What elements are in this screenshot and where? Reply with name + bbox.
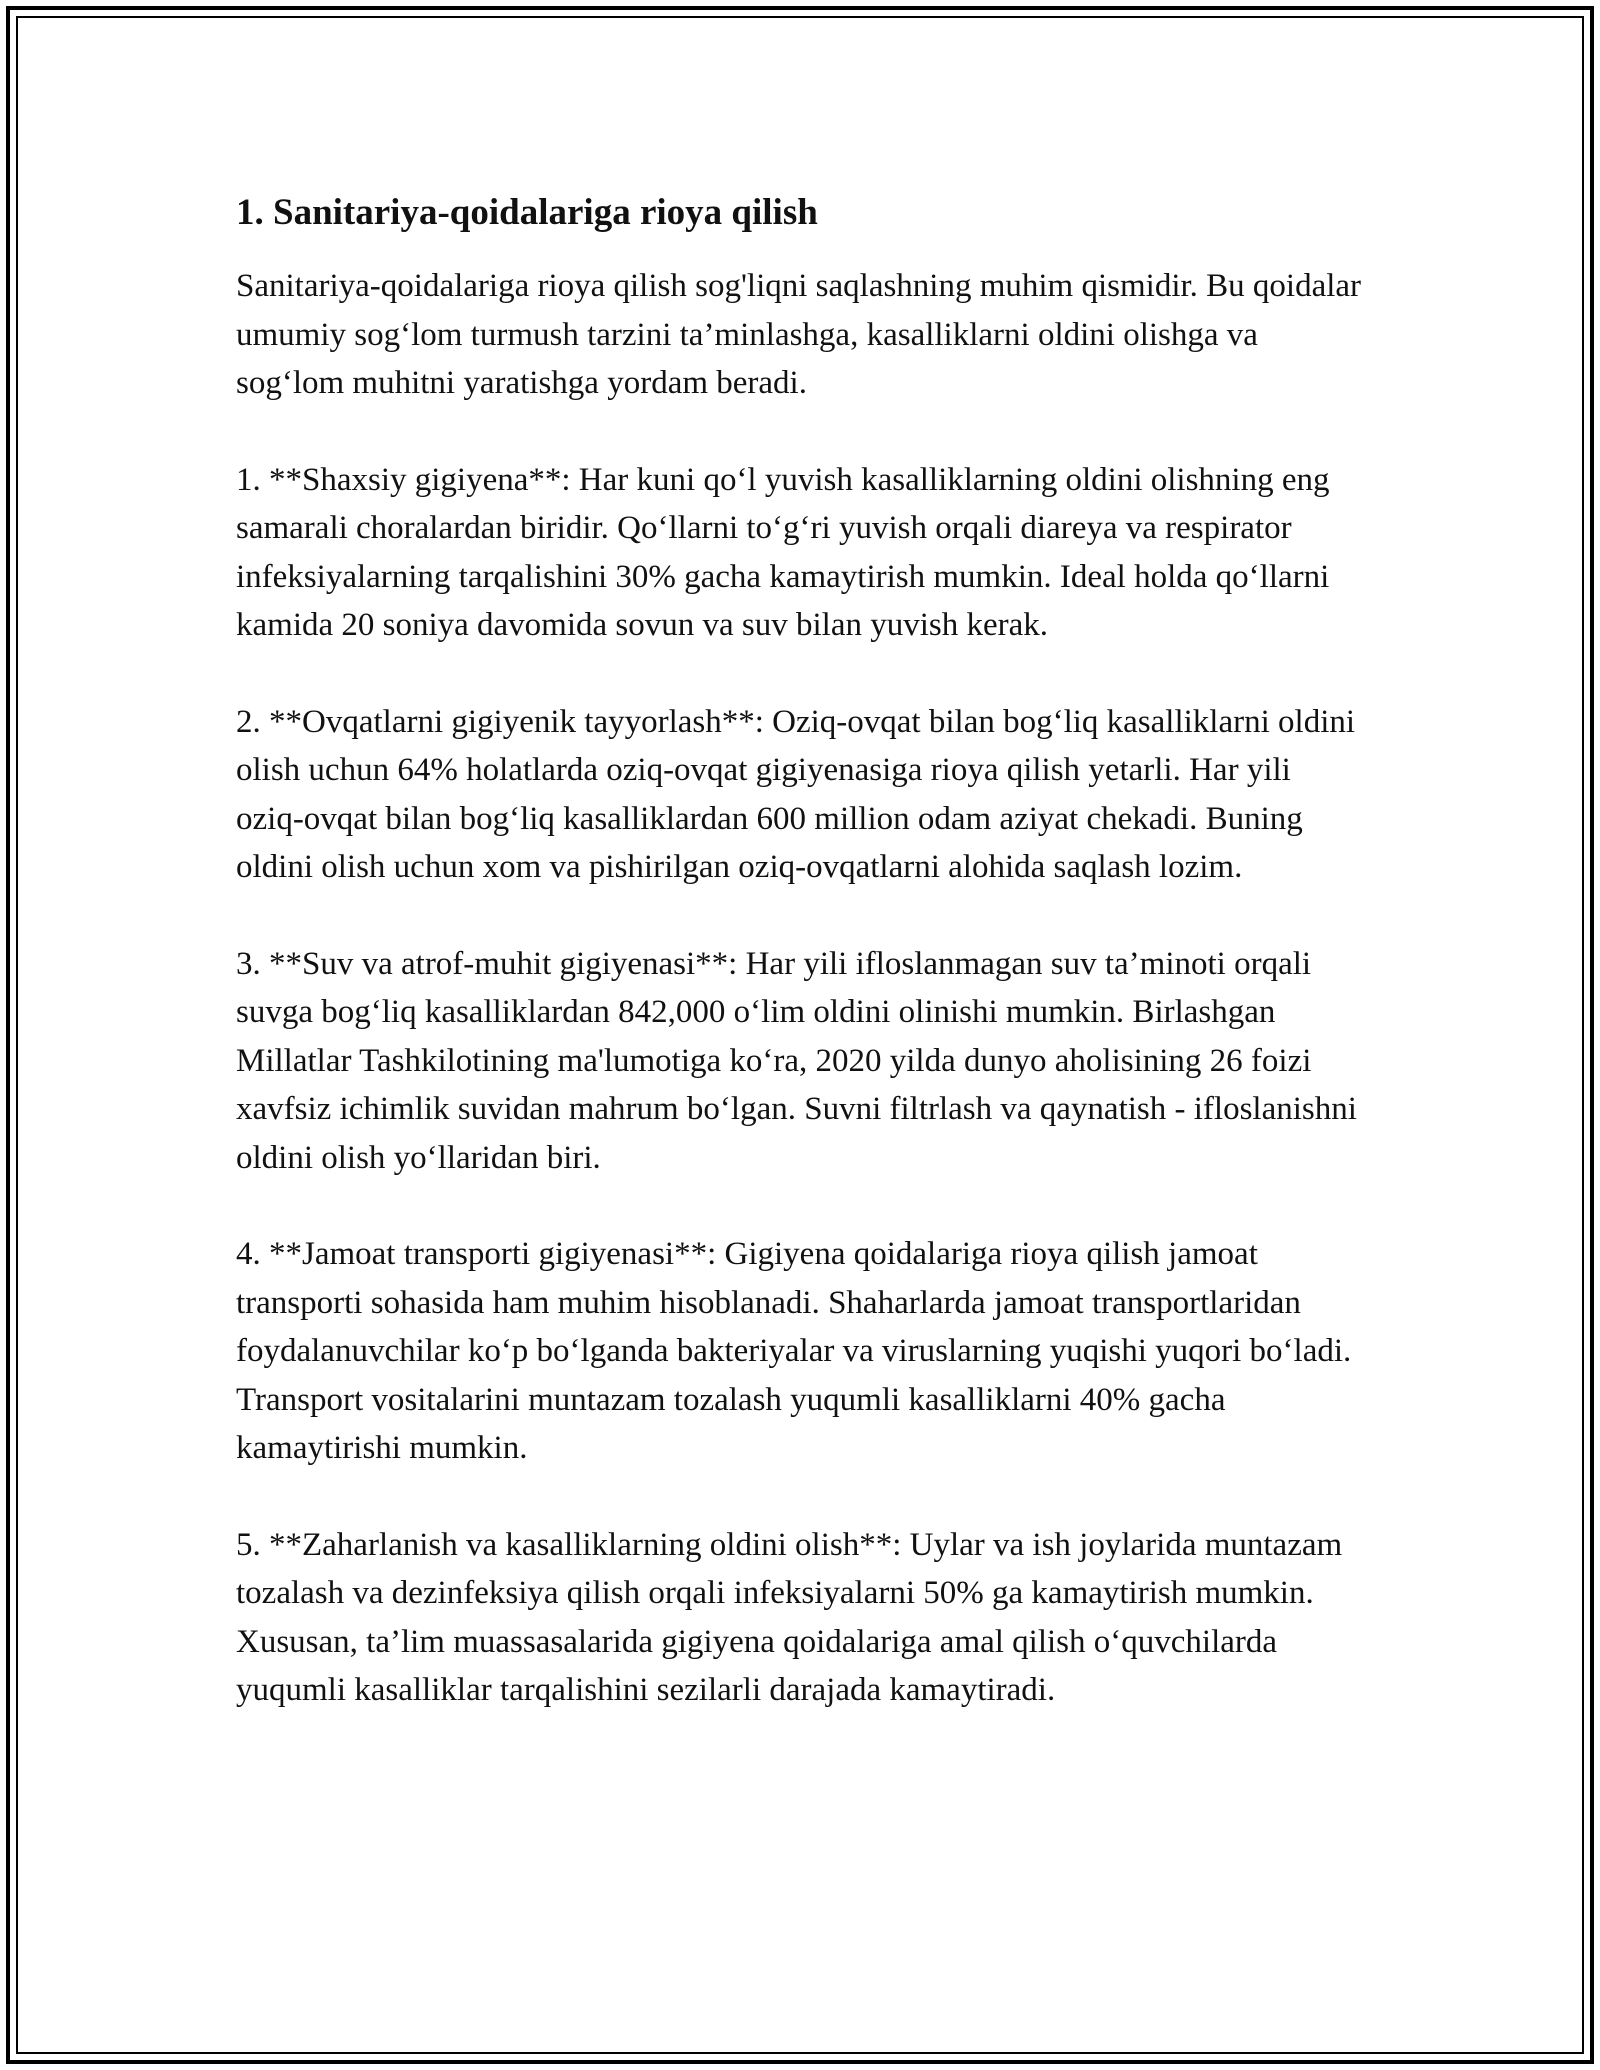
- paragraph-water-hygiene: 3. **Suv va atrof-muhit gigiyenasi**: Har yili ifloslanmagan suv ta’minoti orqali suvga bog‘liq kasalliklardan 842,000 o‘lim oldini olinishi mumkin. Birlashgan Millatlar Tashkilotining ma'lumotiga ko‘ra, 2020 yilda dunyo aholisining 26 foizi xavfsiz ichimlik suvidan mahrum bo‘lgan. Suvni filtrlash va qaynatish - ifloslanishni oldini olish yo‘llaridan biri.: [236, 945, 1357, 1176]
- intro-paragraph: Sanitariya-qoidalariga rioya qilish sog'liqni saqlashning muhim qismidir. Bu qoidalar umumiy sog‘lom turmush tarzini ta’minlashga, kasalliklarni oldini olishga va sog‘lom muhitni yaratishga yordam beradi.: [236, 268, 1362, 401]
- paragraph-disease-prevention: 5. **Zaharlanish va kasalliklarning oldini olish**: Uylar va ish joylarida muntazam tozalash va dezinfeksiya qilish orqali infeksiyalarni 50% ga kamaytirish mumkin. Xususan, ta’lim muassasalarida gigiyena qoidalariga amal qilish o‘quvchilarda yuqumli kasalliklar tarqalishini sezilarli darajada kamaytiradi.: [236, 1526, 1343, 1708]
- section-heading: 1. Sanitariya-qoidalariga rioya qilish: [236, 192, 818, 233]
- paragraph-personal-hygiene: 1. **Shaxsiy gigiyena**: Har kuni qo‘l yuvish kasalliklarning oldini olishning eng samarali choralardan biridir. Qo‘llarni to‘g‘ri yuvish orqali diareya va respirator infeksiyalarning tarqalishini 30% gacha kamaytirish mumkin. Ideal holda qo‘llarni kamida 20 soniya davomida sovun va suv bilan yuvish kerak.: [236, 461, 1330, 643]
- paragraph-food-hygiene: 2. **Ovqatlarni gigiyenik tayyorlash**: Oziq-ovqat bilan bog‘liq kasalliklarni oldini olish uchun 64% holatlarda oziq-ovqat gigiyenasiga rioya qilish yetarli. Har yili oziq-ovqat bilan bog‘liq kasalliklardan 600 million odam aziyat chekadi. Buning oldini olish uchun xom va pishirilgan oziq-ovqatlarni alohida saqlash lozim.: [236, 703, 1356, 885]
- paragraph-transport-hygiene: 4. **Jamoat transporti gigiyenasi**: Gigiyena qoidalariga rioya qilish jamoat transporti sohasida ham muhim hisoblanadi. Shaharlarda jamoat transportlaridan foydalanuvchilar ko‘p bo‘lganda bakteriyalar va viruslarning yuqishi yuqori bo‘ladi. Transport vositalarini muntazam tozalash yuqumli kasalliklarni 40% gacha kamaytirishi mumkin.: [236, 1236, 1352, 1466]
- document-body: [236, 188, 1366, 1763]
